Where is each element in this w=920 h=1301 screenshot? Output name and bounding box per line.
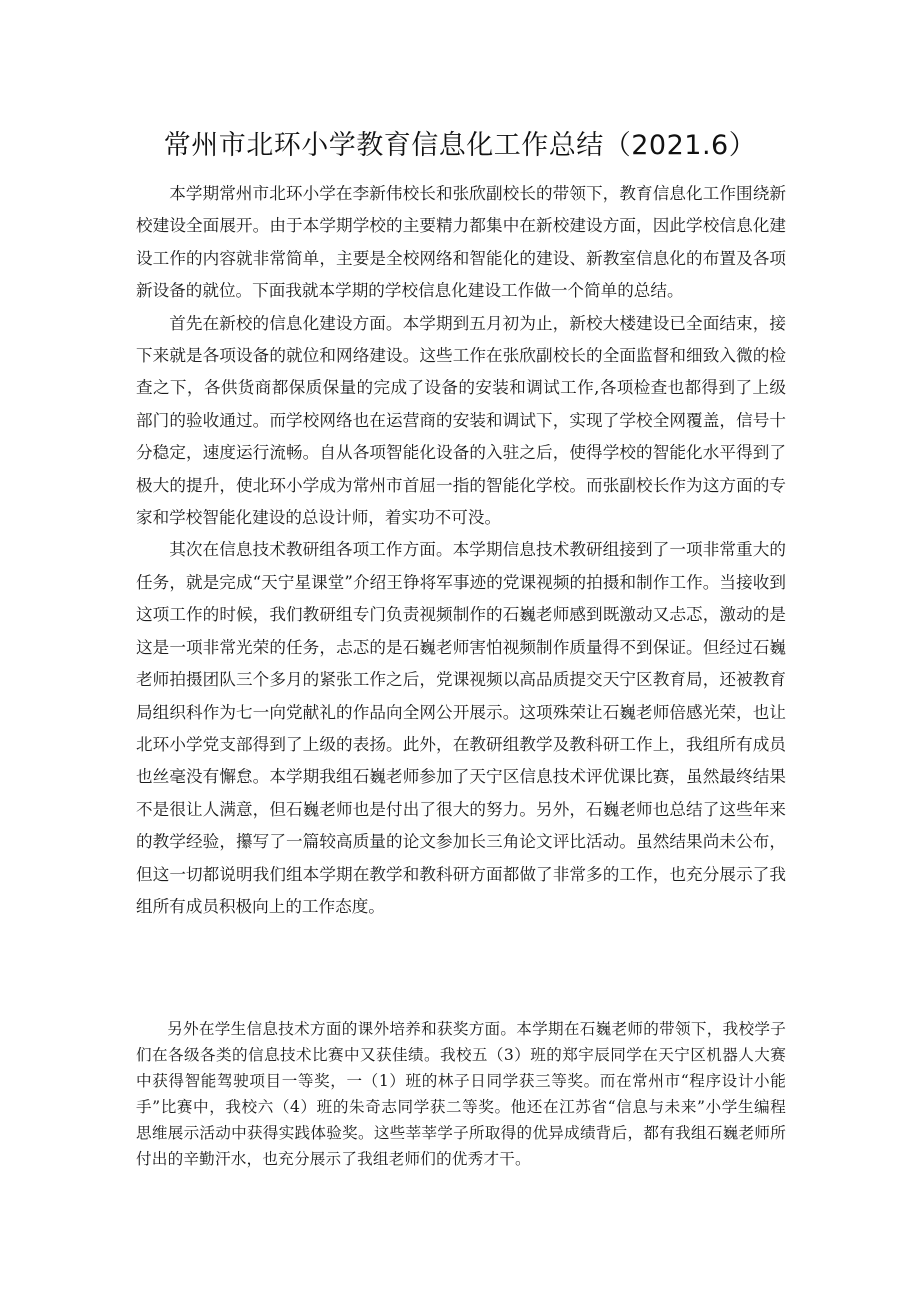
document-title: 常州市北环小学教育信息化工作总结（2021.6） bbox=[163, 130, 757, 161]
paragraph-intro: 本学期常州市北环小学在李新伟校长和张欣副校长的带领下，教育信息化工作围绕新校建设全面展开。由于本学期学校的主要精力都集中在新校建设方面，因此学校信息化建设工作的内容就非常简单，主要是全校网络和智能化的建设、新教室信息化的布置及各项新设备的就位。下面我就本学期的学校信息化建设工作做一个简单的总结。 bbox=[136, 184, 786, 301]
paragraph-new-campus: 首先在新校的信息化建设方面。本学期到五月初为止，新校大楼建设已全面结束，接下来就是各项设备的就位和网络建设。这些工作在张欣副校长的全面监督和细致入微的检查之下，各供货商都保质保量的完成了设备的安装和调试工作,各项检查也都得到了上级部门的验收通过。而学校网络也在运营商的安装和调试下，实现了学校全网覆盖，信号十分稳定，速度运行流畅。自从各项智能化设备的入驻之后，使得学校的智能化水平得到了极大的提升，使北环小学成为常州市首屈一指的智能化学校。而张副校长作为这方面的专家和学校智能化建设的总设计师，着实功不可没。 bbox=[136, 313, 786, 528]
paragraph-student-awards: 另外在学生信息技术方面的课外培养和获奖方面。本学期在石巍老师的带领下，我校学子们在各级各类的信息技术比赛中又获佳绩。我校五（3）班的郑宇辰同学在天宁区机器人大赛中获得智能驾驶项目一等奖，一（1）班的林子日同学获三等奖。而在常州市“程序设计小能手”比赛中，我校六（4）班的朱奇志同学获二等奖。他还在江苏省“信息与未来”小学生编程思维展示活动中获得实践体验奖。这些莘莘学子所取得的优异成绩背后，都有我组石巍老师所付出的辛勤汗水，也充分展示了我组老师们的优秀才干。 bbox=[136, 1020, 786, 1168]
document-body bbox=[136, 178, 786, 923]
paragraph-research-group: 其次在信息技术教研组各项工作方面。本学期信息技术教研组接到了一项非常重大的任务，就是完成“天宁星课堂”介绍王铮将军事迹的党课视频的拍摄和制作工作。当接收到这项工作的时候，我们教研组专门负责视频制作的石巍老师感到既激动又忐忑，激动的是这是一项非常光荣的任务，忐忑的是石巍老师害怕视频制作质量得不到保证。但经过石巍老师拍摄团队三个多月的紧张工作之后，党课视频以高品质提交天宁区教育局，还被教育局组织科作为七一向党献礼的作品向全网公开展示。这项殊荣让石巍老师倍感光荣，也让北环小学党支部得到了上级的表扬。此外，在教研组教学及教科研工作上，我组所有成员也丝毫没有懈怠。本学期我组石巍老师参加了天宁区信息技术评优课比赛，虽然最终结果不是很让人满意，但石巍老师也是付出了很大的努力。另外，石巍老师也总结了这些年来的教学经验，攥写了一篇较高质量的论文参加长三角论文评比活动。虽然结果尚未公布，但这一切都说明我们组本学期在教学和教科研方面都做了非常多的工作，也充分展示了我组所有成员积极向上的工作态度。 bbox=[136, 540, 786, 916]
